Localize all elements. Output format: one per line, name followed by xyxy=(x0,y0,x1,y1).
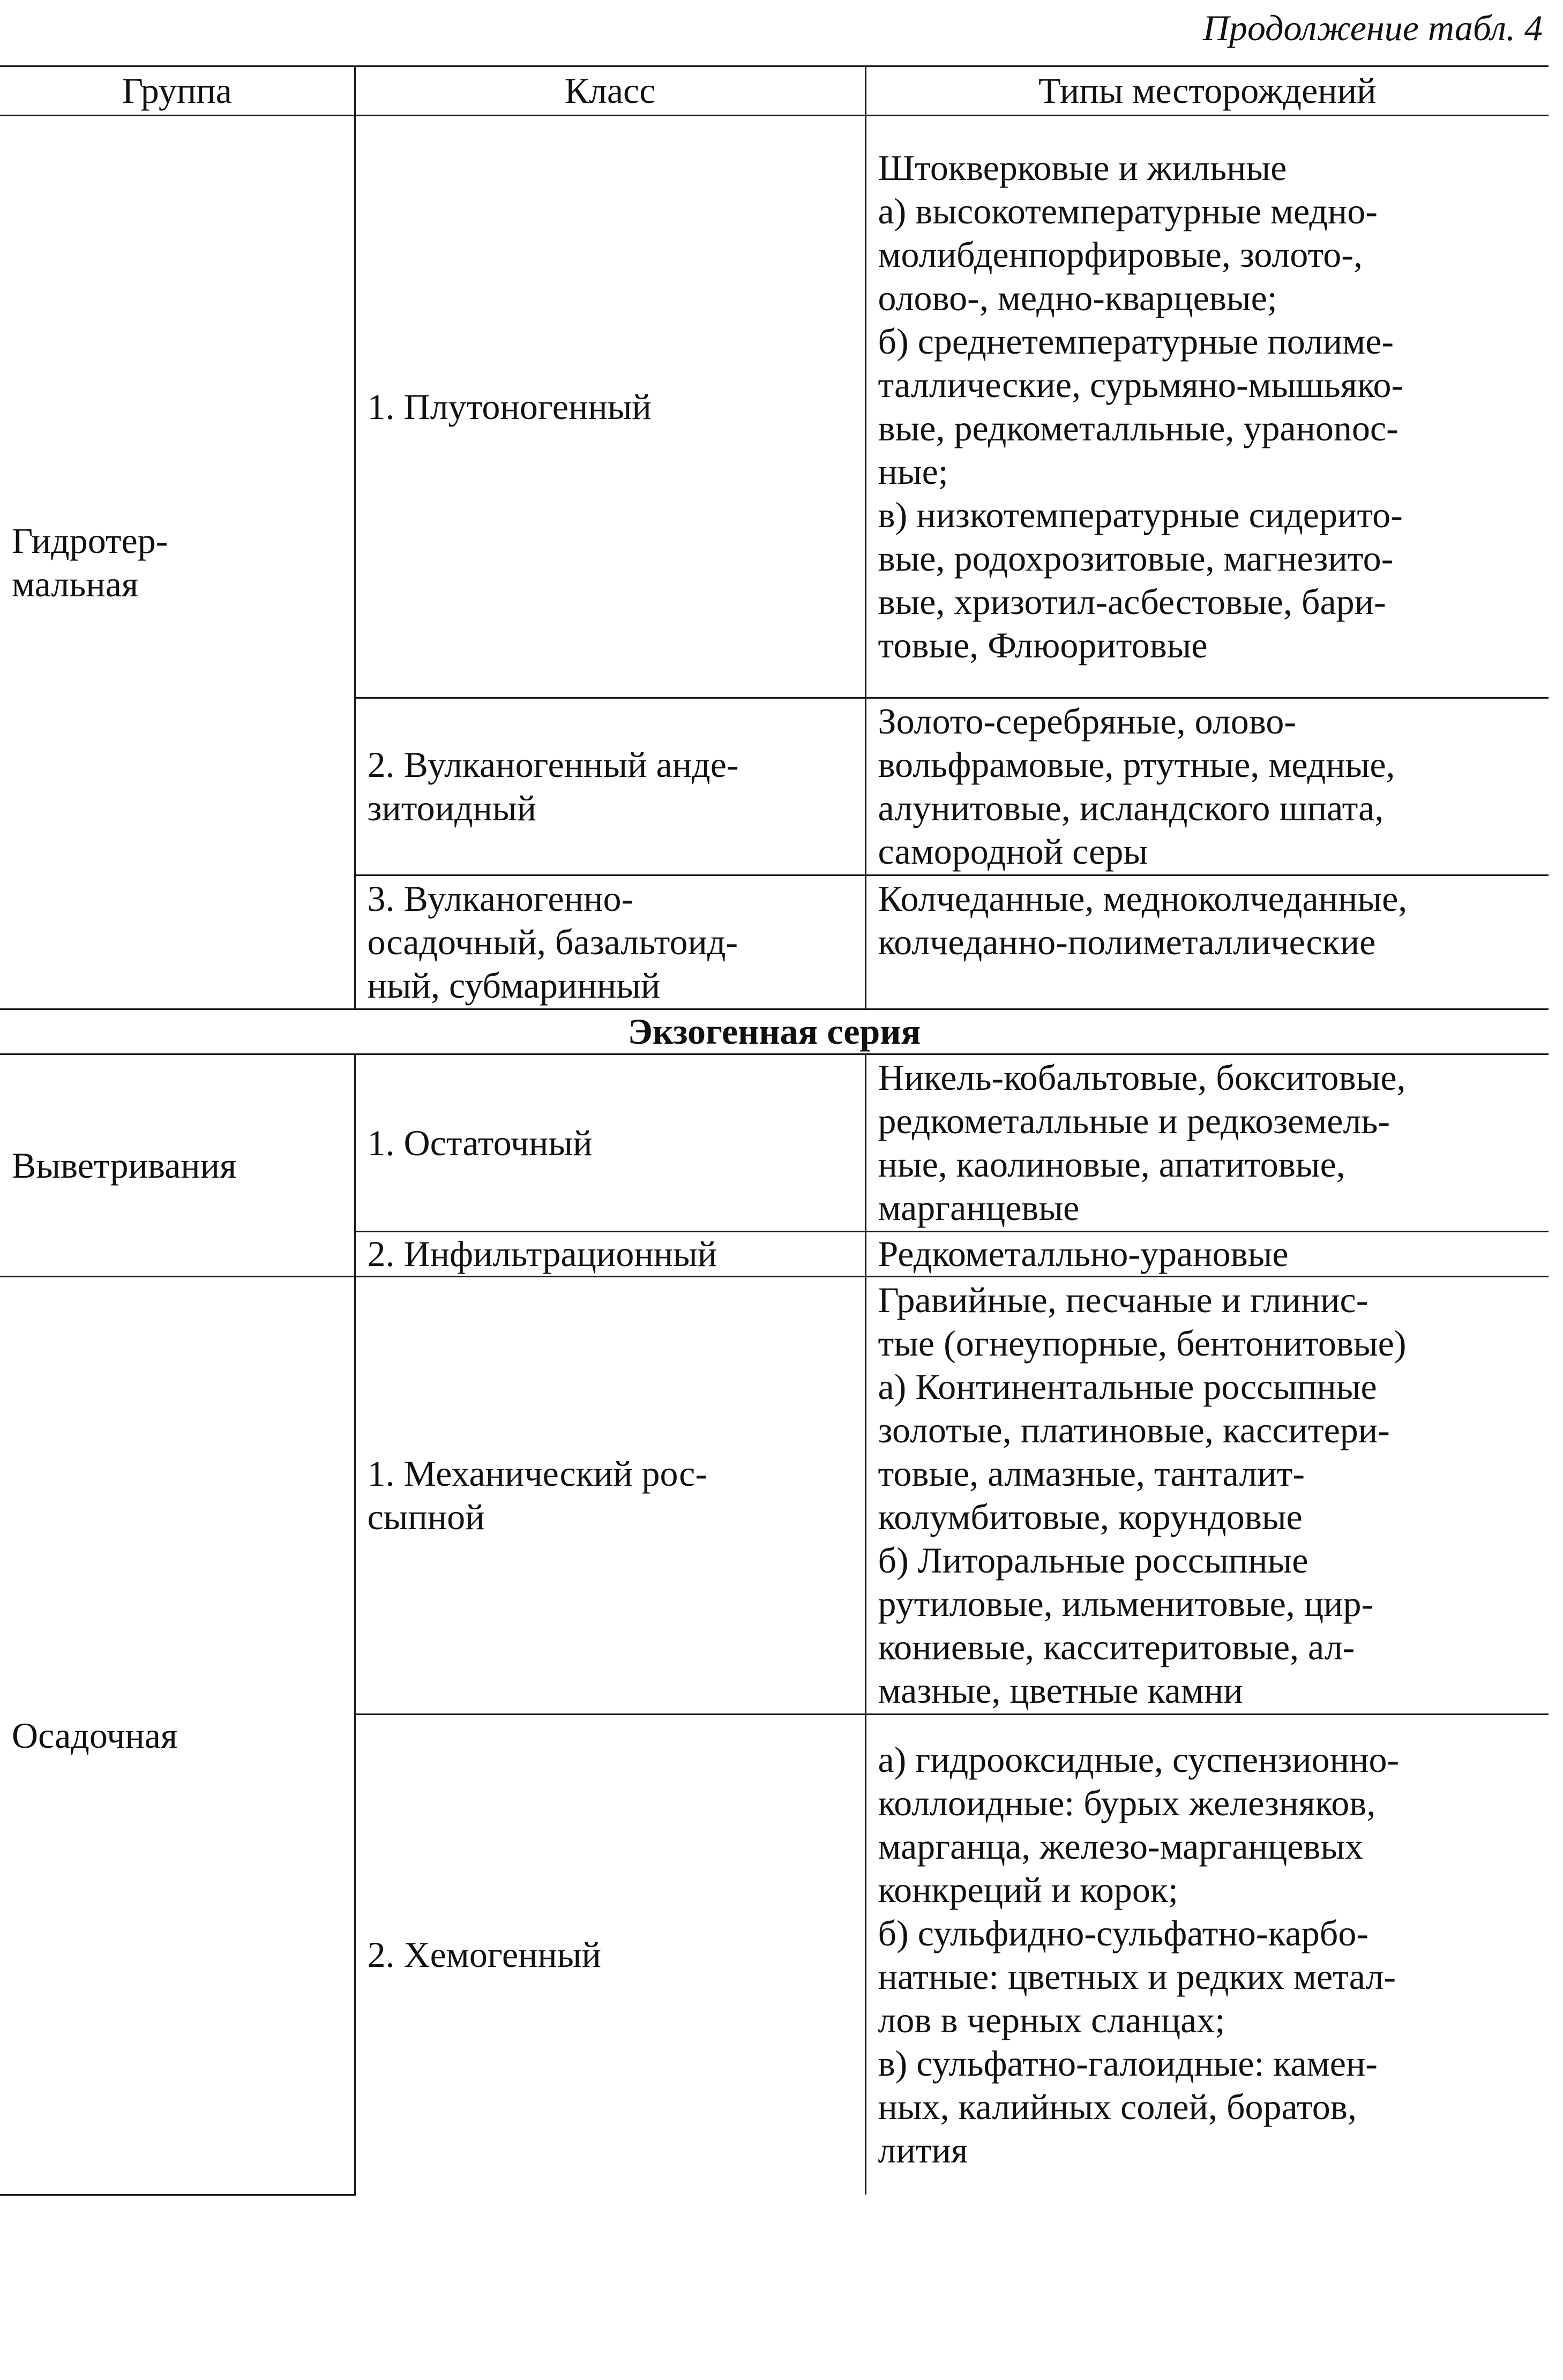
deposit-cell-volcanogenic-andesitoid xyxy=(865,698,1549,875)
deposit-line: золотые, платиновые, касситери- xyxy=(878,1410,1390,1450)
deposit-line: товые, Флюоритовые xyxy=(878,625,1208,665)
group-cell-hydrothermal xyxy=(0,116,355,1009)
deposit-line: мазные, цветные камни xyxy=(878,1670,1243,1711)
deposit-line: кониевые, касситеритовые, ал- xyxy=(878,1627,1355,1667)
deposit-classification-table xyxy=(0,65,1549,2196)
deposit-line: вые, родохрозитовые, магнезито- xyxy=(878,538,1394,579)
deposit-line: Золото-серебряные, олово- xyxy=(878,701,1297,742)
deposit-line: редкометалльные и редкоземель- xyxy=(878,1101,1390,1141)
class-line: 2. Вулканогенный анде- xyxy=(367,744,739,785)
deposit-line: вые, хризотил-асбестовые, бари- xyxy=(878,581,1386,622)
deposit-line: колумбитовые, корундовые xyxy=(878,1496,1303,1537)
deposit-line: молибденпорфировые, золото-, xyxy=(878,234,1363,275)
class-line: 1. Механический рос- xyxy=(367,1453,708,1494)
deposit-line: таллические, сурьмяно-мышьяко- xyxy=(878,364,1404,405)
deposit-line: натные: цветных и редких метал- xyxy=(878,1956,1396,1997)
series-heading-row xyxy=(0,1009,1549,1054)
class-line: осадочный, базальтоид- xyxy=(367,922,738,962)
deposit-line: ные; xyxy=(878,451,948,492)
class-line: 3. Вулканогенно- xyxy=(367,878,634,919)
deposit-line: в) низкотемпературные сидерито- xyxy=(878,495,1403,535)
table-row xyxy=(0,1277,1549,1715)
deposit-line: в) сульфатно-галоидные: камен- xyxy=(878,2042,1378,2084)
deposit-line: марганцевые xyxy=(878,1187,1080,1228)
deposit-line: марганца, железо-марганцевых xyxy=(878,1825,1364,1867)
deposit-line: олово-, медно-кварцевые; xyxy=(878,278,1277,318)
class-cell-volcanogenic-andesitoid xyxy=(355,698,865,875)
deposit-line: вые, редкометалльные, ураноnoc- xyxy=(878,408,1399,448)
class-cell-infiltration: 2. Инфильтрационный xyxy=(355,1232,865,1277)
deposit-line: а) высокотемпературные медно- xyxy=(878,191,1378,231)
class-cell-residual: 1. Остаточный xyxy=(355,1054,865,1232)
group-cell-sedimentary: Осадочная xyxy=(0,1277,355,2195)
deposit-line: а) Континентальные россыпные xyxy=(878,1366,1377,1407)
deposit-cell-infiltration: Редкометалльно-урановые xyxy=(865,1232,1549,1277)
series-title: Экзогенная серия xyxy=(0,1009,1549,1054)
deposit-line: Гравийные, песчаные и глинис- xyxy=(878,1279,1368,1320)
header-deposit-types: Типы месторождений xyxy=(865,66,1549,116)
group-cell-weathering: Выветривания xyxy=(0,1054,355,1277)
deposit-line: Штокверковые и жильные xyxy=(878,147,1287,188)
deposit-line: б) сульфидно-сульфатно-карбо- xyxy=(878,1912,1368,1954)
deposit-line: а) гидрооксидные, суспензионно- xyxy=(878,1739,1400,1780)
deposit-line: Никель-кобальтовые, бокситовые, xyxy=(878,1057,1406,1098)
table-header-row xyxy=(0,66,1549,116)
class-cell-volcanogenic-sedimentary xyxy=(355,875,865,1009)
deposit-line: рутиловые, ильменитовые, цир- xyxy=(878,1583,1374,1624)
header-group: Группа xyxy=(0,66,355,116)
deposit-line: товые, алмазные, танталит- xyxy=(878,1453,1305,1494)
table-row xyxy=(0,1054,1549,1232)
deposit-line: лития xyxy=(878,2129,968,2171)
deposit-line: ных, калийных солей, боратов, xyxy=(878,2086,1357,2127)
deposit-line: ные, каолиновые, апатитовые, xyxy=(878,1144,1345,1185)
deposit-line: колчеданно-полиметаллические xyxy=(878,922,1376,962)
deposit-line: конкреций и корок; xyxy=(878,1869,1178,1910)
deposit-line: коллоидные: бурых железняков, xyxy=(878,1782,1376,1823)
group-label-line: мальная xyxy=(12,563,139,604)
table-continuation-caption: Продолжение табл. 4 xyxy=(1202,8,1543,48)
deposit-line: б) среднетемпературные полиме- xyxy=(878,321,1394,362)
class-line: ный, субмаринный xyxy=(367,965,661,1006)
deposit-cell-chemogenic xyxy=(865,1715,1549,2195)
class-line: сыпной xyxy=(367,1496,485,1537)
deposit-cell-plutonogenic xyxy=(865,116,1549,698)
deposit-cell-residual xyxy=(865,1054,1549,1232)
group-label-line: Гидротер- xyxy=(12,520,168,561)
class-cell-mechanical xyxy=(355,1277,865,1715)
table-row xyxy=(0,116,1549,698)
header-class: Класс xyxy=(355,66,865,116)
class-line: зитоидный xyxy=(367,788,537,828)
deposit-cell-mechanical xyxy=(865,1277,1549,1715)
deposit-line: Колчеданные, медноколчеданные, xyxy=(878,878,1408,919)
deposit-line: б) Литоральные россыпные xyxy=(878,1540,1308,1581)
deposit-line: тые (огнеупорные, бентонитовые) xyxy=(878,1323,1407,1364)
deposit-line: алунитовые, исландского шпата, xyxy=(878,788,1384,828)
class-cell-chemogenic: 2. Хемогенный xyxy=(355,1715,865,2195)
class-cell-plutonogenic: 1. Плутоногенный xyxy=(355,116,865,698)
deposit-line: самородной серы xyxy=(878,831,1148,872)
deposit-cell-volcanogenic-sedimentary xyxy=(865,875,1549,1009)
deposit-line: лов в черных сланцах; xyxy=(878,1999,1225,2040)
deposit-line: вольфрамовые, ртутные, медные, xyxy=(878,744,1395,785)
